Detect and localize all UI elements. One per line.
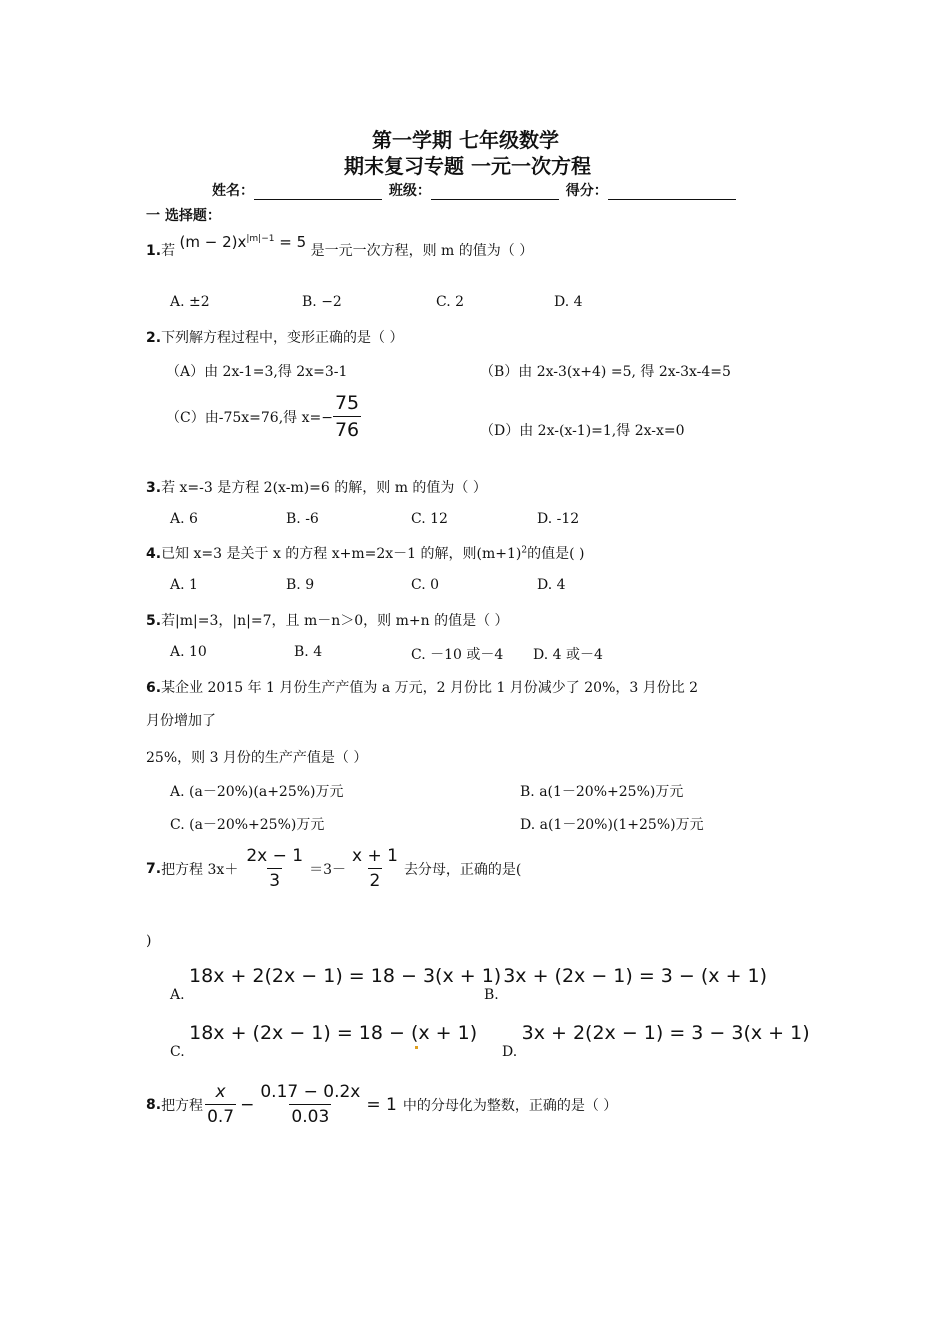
q8-pre: 把方程 (161, 1097, 204, 1114)
score-label: 得分： (565, 183, 608, 199)
fraction-denominator: 2 (368, 868, 383, 891)
q1-post: 是一元一次方程，则 m 的值为（ ） (310, 243, 534, 259)
q8-minus: − (240, 1094, 255, 1115)
q7-mid: ＝3－ (309, 861, 346, 878)
q7-option-c-equation: 18x + (2x − 1) = 18 − (x + 1) (189, 1022, 478, 1044)
fraction-denominator: 0.03 (289, 1104, 331, 1127)
q4-superscript: 2 (521, 545, 528, 556)
q1-eq-base: (m − 2)x (179, 233, 247, 251)
q7-post: 去分母，正确的是( (403, 861, 522, 878)
q8-post: 中的分母化为整数，正确的是（ ） (402, 1097, 618, 1114)
question-number: 1. (146, 243, 162, 259)
question-1 (146, 233, 534, 260)
option-label: B. (484, 987, 499, 1003)
q5-option-b[interactable]: B. 4 (294, 644, 323, 660)
q6-line-3: 25%，则 3 月份的生产产值是（ ） (146, 750, 368, 766)
q7-fraction-2 (350, 846, 400, 891)
q4-option-c[interactable]: C. 0 (411, 577, 440, 593)
q2-text: 下列解方程过程中，变形正确的是（ ） (161, 330, 404, 346)
question-8 (146, 1082, 617, 1127)
q6-line-2: 月份增加了 (146, 713, 216, 729)
question-number: 6. (146, 680, 162, 696)
question-5 (146, 610, 509, 630)
question-number: 8. (146, 1096, 162, 1113)
fraction-numerator: 75 (334, 392, 360, 414)
question-number: 4. (146, 546, 162, 562)
q5-option-d[interactable]: D. 4 或－4 (533, 647, 603, 663)
class-label: 班级： (388, 183, 431, 199)
q2-option-c-text: （C）由-75x=76,得 x=− (166, 409, 333, 426)
q1-option-b[interactable]: B. −2 (302, 294, 342, 310)
q6-option-d[interactable]: D. a(1－20%)(1+25%)万元 (520, 817, 704, 833)
class-blank[interactable] (431, 185, 559, 200)
q7-close-paren: ) (146, 933, 152, 949)
question-2 (146, 327, 404, 347)
q8-fraction-2 (258, 1082, 362, 1127)
q3-option-c[interactable]: C. 12 (411, 511, 448, 527)
question-3 (146, 477, 487, 497)
fraction-numerator: 0.17 − 0.2x (260, 1082, 361, 1102)
q1-option-d[interactable]: D. 4 (554, 294, 583, 310)
name-blank[interactable] (254, 185, 382, 200)
question-7 (146, 846, 521, 891)
question-6 (146, 677, 698, 697)
fraction-numerator: x (215, 1082, 226, 1102)
score-blank[interactable] (608, 185, 736, 200)
page-subtitle: 期末复习专题 一元一次方程 (344, 154, 591, 178)
stray-mark (415, 1046, 418, 1049)
q4-text-b: 的值是( ) (527, 546, 585, 562)
q6-line-1: 某企业 2015 年 1 月份生产产值为 a 万元，2 月份比 1 月份减少了 20%，3 月份比 2 (161, 680, 699, 696)
q7-option-b-equation: 3x + (2x − 1) = 3 − (x + 1) (503, 965, 768, 987)
q7-option-d-equation: 3x + 2(2x − 1) = 3 − 3(x + 1) (521, 1022, 810, 1044)
q1-eq-exponent: |m|−1 (246, 234, 275, 244)
q5-text: 若|m|=3，|n|=7，且 m－n＞0，则 m+n 的值是（ ） (161, 613, 509, 629)
q7-option-c[interactable] (170, 1022, 478, 1060)
q1-option-a[interactable]: A. ±2 (170, 294, 210, 310)
question-number: 5. (146, 613, 162, 629)
q1-pre: 若 (161, 243, 176, 259)
q8-fraction-1 (205, 1082, 236, 1127)
q6-option-c[interactable]: C. (a－20%+25%)万元 (170, 817, 325, 833)
q8-eq: = 1 (366, 1094, 397, 1115)
question-4 (146, 543, 584, 563)
q7-fraction-1 (244, 846, 305, 891)
q2-option-d[interactable]: （D）由 2x-(x-1)=1,得 2x-x=0 (480, 423, 685, 439)
option-label: C. (170, 1044, 185, 1060)
q2-fraction (333, 392, 361, 441)
fraction-numerator: 2x − 1 (246, 846, 304, 866)
q7-pre: 把方程 3x＋ (161, 861, 239, 878)
q1-equation (180, 233, 307, 251)
q7-option-d[interactable] (502, 1022, 810, 1060)
q3-option-b[interactable]: B. -6 (286, 511, 319, 527)
question-number: 7. (146, 860, 162, 877)
q6-option-b[interactable]: B. a(1－20%+25%)万元 (520, 784, 684, 800)
q4-option-a[interactable]: A. 1 (170, 577, 198, 593)
fraction-numerator: x + 1 (352, 846, 398, 866)
name-label: 姓名： (212, 183, 254, 199)
fraction-denominator: 3 (267, 868, 282, 891)
q4-option-b[interactable]: B. 9 (286, 577, 315, 593)
section-heading: 一 选择题： (146, 208, 221, 224)
option-label: A. (170, 987, 185, 1003)
option-label: D. (502, 1044, 518, 1060)
q3-option-a[interactable]: A. 6 (170, 511, 198, 527)
question-number: 2. (146, 330, 162, 346)
fraction-denominator: 76 (333, 416, 361, 441)
q2-option-c[interactable] (166, 392, 361, 441)
question-number: 3. (146, 480, 162, 496)
q3-text: 若 x=-3 是方程 2(x-m)=6 的解，则 m 的值为（ ） (161, 480, 487, 496)
q5-option-c[interactable]: C. －10 或－4 (411, 647, 504, 663)
q7-option-a[interactable] (170, 965, 502, 1003)
q1-eq-rhs: = 5 (274, 233, 307, 251)
student-info (212, 180, 738, 200)
q3-option-d[interactable]: D. -12 (537, 511, 580, 527)
fraction-denominator: 0.7 (205, 1104, 236, 1127)
q6-option-a[interactable]: A. (a－20%)(a+25%)万元 (170, 784, 344, 800)
q4-option-d[interactable]: D. 4 (537, 577, 566, 593)
q2-option-b[interactable]: （B）由 2x-3(x+4) =5, 得 2x-3x-4=5 (480, 364, 731, 380)
q7-option-b[interactable] (484, 965, 768, 1003)
q4-text-a: 已知 x=3 是关于 x 的方程 x+m=2x－1 的解，则(m+1) (161, 546, 522, 562)
q2-option-a[interactable]: （A）由 2x-1=3,得 2x=3-1 (166, 364, 348, 380)
page-title: 第一学期 七年级数学 (372, 128, 559, 152)
q1-option-c[interactable]: C. 2 (436, 294, 465, 310)
q5-option-a[interactable]: A. 10 (170, 644, 207, 660)
q7-option-a-equation: 18x + 2(2x − 1) = 18 − 3(x + 1) (189, 965, 502, 987)
